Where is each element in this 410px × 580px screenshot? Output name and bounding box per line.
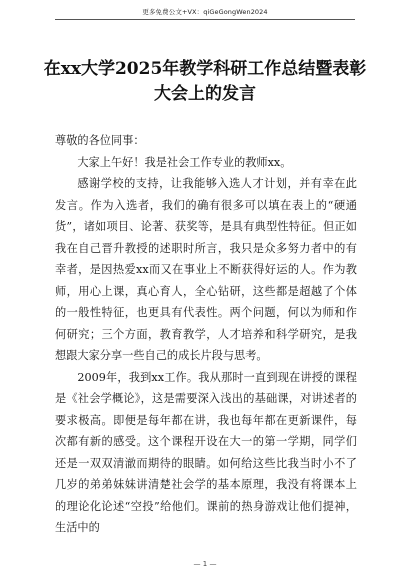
page-number: — 1 — xyxy=(193,560,217,568)
header-divider xyxy=(55,19,355,20)
page-header: 更多免费公文+VX：qiGeGongWen2024 xyxy=(142,8,268,16)
body-paragraph: 感谢学校的支持，让我能够入选人才计划，并有幸在此发言。作为入选者，我们的确有很多可以填在表上的“硬通货”，诸如项目、论著、获奖等，是具有典型性特征。但正如我在自己晋升教授的述职时所言，我只是众多努力者中的有幸者，是因热爱xx而又在事业上不断获得好运的人。作为教师，用心上课，真心育人，全心钻研，这些都是超越了个体的一般性特征，也更具有代表性。两个问题，何以为师和作何研究；三个方面，教育教学，人才培养和科学研究，是我想跟大家分享一些自己的成长片段与思考。 xyxy=(55,177,357,362)
salutation: 尊敬的各位同事： xyxy=(55,134,145,147)
document-title: 在xx大学2025年教学科研工作总结暨表彰大会上的发言 xyxy=(43,59,367,104)
document-body xyxy=(55,130,357,539)
body-paragraph: 2009年，我到xx工作。我从那时一直到现在讲授的课程是《社会学概论》，这是需要深入浅出的基础课，对讲述者的要求极高。即便是每年都在讲，我也每年都在更新课件，每次都有新的感受。这个课程开设在大一的第一学期，同学们还是一双双清澈而期待的眼睛。如何给这些比我当时小不了几岁的弟弟妹妹讲清楚社会学的基本原理，我没有将课本上的理论化论述“空投”给他们。课前的热身游戏让他们提神，生活中的 xyxy=(55,370,357,534)
body-paragraph: 大家上午好！我是社会工作专业的教师xx。 xyxy=(77,155,292,169)
